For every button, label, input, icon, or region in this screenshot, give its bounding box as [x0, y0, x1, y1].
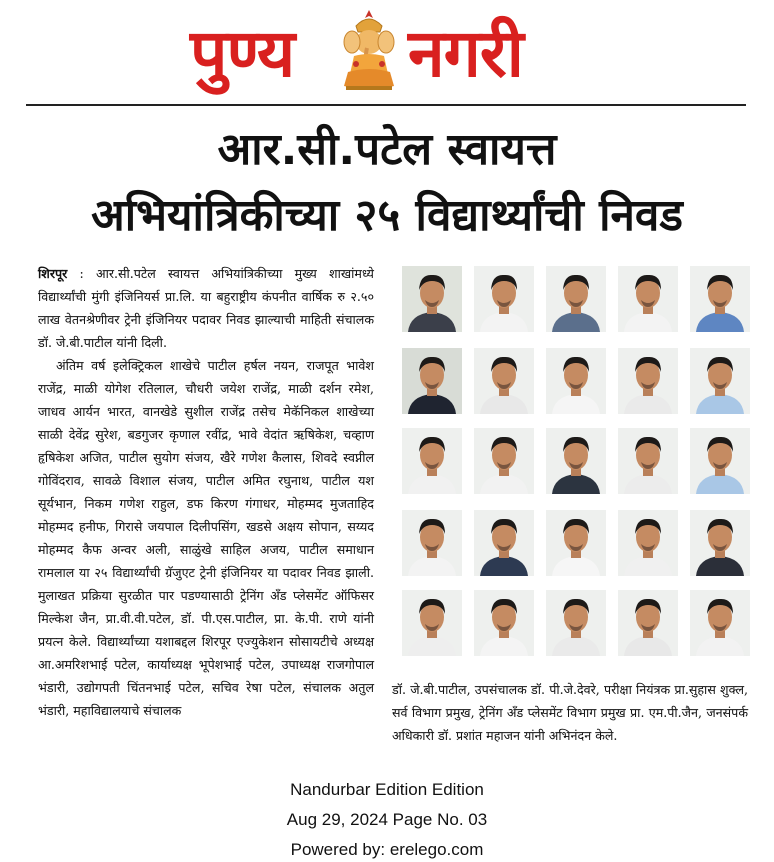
student-photo: [690, 428, 750, 494]
student-photo: [546, 510, 606, 576]
date-page-label: Aug 29, 2024 Page No. 03: [286, 810, 488, 829]
article-body: [38, 262, 374, 722]
student-photo: [546, 348, 606, 414]
student-photo: [402, 348, 462, 414]
article-paragraph-3: डॉ. जे.बी.पाटील, उपसंचालक डॉ. पी.जे.देवरे, परीक्षा नियंत्रक प्रा.सुहास शुक्ल, सर्व विभाग प्रमुख, ट्रेनिंग अँड प्लेसमेंट विभाग प्रमुख प्रा. एम.पी.जैन, जनसंपर्क अधिकारी डॉ. प्रशांत महाजन यांनी अभिनंदन केले.: [392, 682, 748, 743]
masthead-divider: [26, 104, 746, 106]
student-photo-grid: [398, 262, 748, 662]
student-photo: [690, 510, 750, 576]
student-photo: [618, 428, 678, 494]
student-photo: [546, 266, 606, 332]
student-photo: [402, 590, 462, 656]
article-lead-text: : आर.सी.पटेल स्वायत्त अभियांत्रिकीच्या मुख्य शाखांमध्ये विद्यार्थ्यांची मुंगी इंजिनियर्स प्रा.लि. या बहुराष्ट्रीय कंपनीत वार्षिक रु २.५० लाख वेतनश्रेणीवर ट्रेनी इंजिनियर पदावर निवड झाल्याची माहिती संचालक डॉ. जे.बी.पाटील यांनी दिली.: [38, 266, 374, 350]
student-photo: [618, 266, 678, 332]
student-photo: [690, 348, 750, 414]
student-photo: [402, 510, 462, 576]
masthead: [0, 0, 774, 104]
student-photo: [546, 428, 606, 494]
student-photo: [618, 348, 678, 414]
dateline: शिरपूर: [38, 266, 68, 281]
article-paragraph-2: अंतिम वर्ष इलेक्ट्रिकल शाखेचे पाटील हर्षल नयन, राजपूत भावेश राजेंद्र, माळी योगेश रतिलाल, चौधरी जयेश राजेंद्र, माळी दर्शन रमेश, जाधव आर्यन भारत, वानखेडे सुशील राजेंद्र तसेच मेकॅनिकल शाखेच्या साळी देवेंद्र सुरेश, बडगुजर कृणाल रवींद्र, भावे वेदांत ऋषिकेश, चव्हाण हृषिकेश अजित, पाटील सुयोग संजय, खैरे गणेश कैलास, शिवदे स्वप्नील गोविंदराव, सावळे विशाल संजय, पाटील अमित रघुनाथ, पाटील यश सूर्यभान, निकम गणेश राहुल, डफ किरण गंगाधर, मोहम्मद मुजताहिद मोहम्मद हनीफ, गिरासे जयपाल दिलीपसिंग, खडसे अक्षय सोपान, सय्यद मोहम्मद कैफ अन्वर अली, साळुंखे साहिल अजय, पाटील समाधान रामलाल या २५ विद्यार्थ्यांची ग्रॅजुएट ट्रेनी इंजिनियर या पदावर निवड झाली. मुलाखत प्रक्रिया सुरळीत पार पडण्यासाठी ट्रेनिंग अँड प्लेसमेंट ऑफिसर मिल्केश जैन, प्रा.वी.वी.पटेल, डॉ. पी.एस.पाटील, प्रा. के.पी. राणे यांनी प्रयत्न केले. विद्यार्थ्यांच्या यशाबद्दल शिरपूर एज्युकेशन सोसायटीचे अध्यक्ष आ.अमरिशभाई पटेल, कार्याध्यक्ष भूपेशभाई पटेल, उपाध्यक्ष राजगोपाल भंडारी, उद्योगपती चिंतनभाई पटेल, सचिव रेषा पटेल, संचालक अतुल भंडारी, महाविद्यालयाचे संचालक: [38, 358, 374, 718]
student-photo: [690, 266, 750, 332]
article-paragraph-1: [38, 262, 374, 354]
edition-label: Nandurbar Edition Edition: [290, 780, 484, 799]
student-photo: [546, 590, 606, 656]
student-photo: [474, 266, 534, 332]
student-photo: [690, 590, 750, 656]
student-photo: [402, 266, 462, 332]
article-continuation: [392, 678, 748, 747]
student-photo: [474, 428, 534, 494]
ganesha-icon: [334, 8, 404, 92]
masthead-title-left: पुण्य: [190, 15, 295, 92]
student-photo: [618, 510, 678, 576]
powered-by-link[interactable]: Powered by: erelego.com: [290, 840, 484, 859]
student-photo: [618, 590, 678, 656]
student-photo: [474, 510, 534, 576]
headline-line-1: आर.सी.पटेल स्वायत्त: [217, 124, 557, 175]
student-photo: [474, 348, 534, 414]
headline-line-2: अभियांत्रिकीच्या २५ विद्यार्थ्यांची निवड: [91, 190, 683, 241]
student-photo: [474, 590, 534, 656]
masthead-title-right: नगरी: [408, 15, 523, 92]
student-photo: [402, 428, 462, 494]
